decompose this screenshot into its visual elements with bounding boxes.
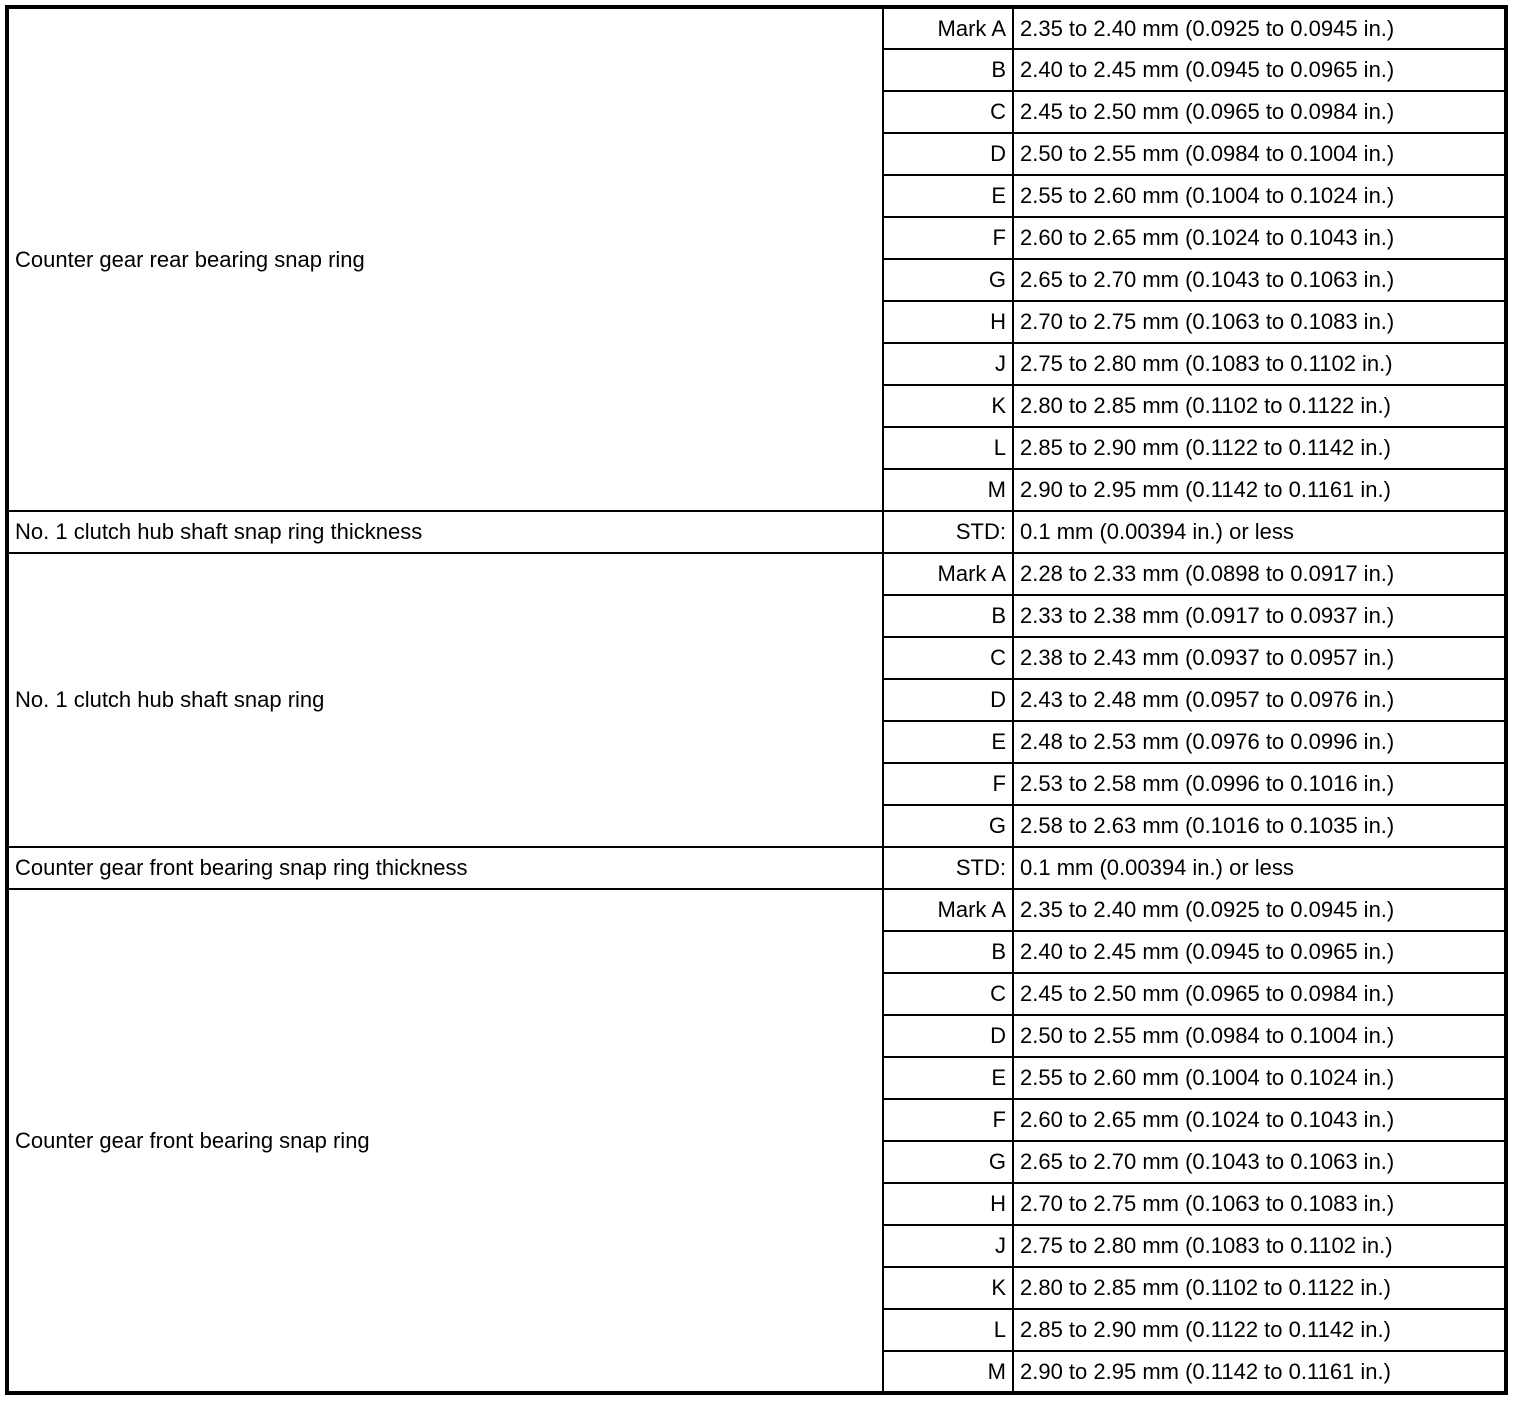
item-name-cell: Counter gear front bearing snap ring thickness xyxy=(7,847,883,889)
value-cell: 2.45 to 2.50 mm (0.0965 to 0.0984 in.) xyxy=(1013,91,1506,133)
value-cell: 2.75 to 2.80 mm (0.1083 to 0.1102 in.) xyxy=(1013,343,1506,385)
value-cell: 0.1 mm (0.00394 in.) or less xyxy=(1013,511,1506,553)
table-row xyxy=(7,847,1506,889)
mark-cell: Mark A xyxy=(883,7,1013,49)
value-cell: 0.1 mm (0.00394 in.) or less xyxy=(1013,847,1506,889)
mark-cell: J xyxy=(883,1225,1013,1267)
mark-cell: H xyxy=(883,301,1013,343)
item-name-cell: Counter gear rear bearing snap ring xyxy=(7,7,883,511)
mark-cell: E xyxy=(883,1057,1013,1099)
value-cell: 2.55 to 2.60 mm (0.1004 to 0.1024 in.) xyxy=(1013,175,1506,217)
value-cell: 2.50 to 2.55 mm (0.0984 to 0.1004 in.) xyxy=(1013,1015,1506,1057)
mark-cell: STD: xyxy=(883,511,1013,553)
value-cell: 2.50 to 2.55 mm (0.0984 to 0.1004 in.) xyxy=(1013,133,1506,175)
value-cell: 2.55 to 2.60 mm (0.1004 to 0.1024 in.) xyxy=(1013,1057,1506,1099)
mark-cell: G xyxy=(883,259,1013,301)
value-cell: 2.38 to 2.43 mm (0.0937 to 0.0957 in.) xyxy=(1013,637,1506,679)
table-row xyxy=(7,511,1506,553)
value-cell: 2.85 to 2.90 mm (0.1122 to 0.1142 in.) xyxy=(1013,427,1506,469)
value-cell: 2.28 to 2.33 mm (0.0898 to 0.0917 in.) xyxy=(1013,553,1506,595)
table-row xyxy=(7,889,1506,931)
value-cell: 2.35 to 2.40 mm (0.0925 to 0.0945 in.) xyxy=(1013,7,1506,49)
value-cell: 2.90 to 2.95 mm (0.1142 to 0.1161 in.) xyxy=(1013,469,1506,511)
mark-cell: F xyxy=(883,217,1013,259)
value-cell: 2.58 to 2.63 mm (0.1016 to 0.1035 in.) xyxy=(1013,805,1506,847)
mark-cell: M xyxy=(883,469,1013,511)
mark-cell: F xyxy=(883,763,1013,805)
value-cell: 2.70 to 2.75 mm (0.1063 to 0.1083 in.) xyxy=(1013,1183,1506,1225)
value-cell: 2.70 to 2.75 mm (0.1063 to 0.1083 in.) xyxy=(1013,301,1506,343)
item-name-cell: Counter gear front bearing snap ring xyxy=(7,889,883,1393)
item-name-cell: No. 1 clutch hub shaft snap ring xyxy=(7,553,883,847)
value-cell: 2.60 to 2.65 mm (0.1024 to 0.1043 in.) xyxy=(1013,217,1506,259)
value-cell: 2.80 to 2.85 mm (0.1102 to 0.1122 in.) xyxy=(1013,1267,1506,1309)
value-cell: 2.33 to 2.38 mm (0.0917 to 0.0937 in.) xyxy=(1013,595,1506,637)
value-cell: 2.80 to 2.85 mm (0.1102 to 0.1122 in.) xyxy=(1013,385,1506,427)
mark-cell: L xyxy=(883,427,1013,469)
mark-cell: Mark A xyxy=(883,553,1013,595)
mark-cell: G xyxy=(883,1141,1013,1183)
mark-cell: K xyxy=(883,1267,1013,1309)
mark-cell: L xyxy=(883,1309,1013,1351)
value-cell: 2.65 to 2.70 mm (0.1043 to 0.1063 in.) xyxy=(1013,259,1506,301)
mark-cell: J xyxy=(883,343,1013,385)
value-cell: 2.35 to 2.40 mm (0.0925 to 0.0945 in.) xyxy=(1013,889,1506,931)
mark-cell: D xyxy=(883,1015,1013,1057)
value-cell: 2.85 to 2.90 mm (0.1122 to 0.1142 in.) xyxy=(1013,1309,1506,1351)
table-row xyxy=(7,553,1506,595)
mark-cell: K xyxy=(883,385,1013,427)
value-cell: 2.65 to 2.70 mm (0.1043 to 0.1063 in.) xyxy=(1013,1141,1506,1183)
mark-cell: E xyxy=(883,175,1013,217)
mark-cell: G xyxy=(883,805,1013,847)
mark-cell: B xyxy=(883,49,1013,91)
value-cell: 2.40 to 2.45 mm (0.0945 to 0.0965 in.) xyxy=(1013,931,1506,973)
mark-cell: H xyxy=(883,1183,1013,1225)
value-cell: 2.53 to 2.58 mm (0.0996 to 0.1016 in.) xyxy=(1013,763,1506,805)
mark-cell: STD: xyxy=(883,847,1013,889)
value-cell: 2.43 to 2.48 mm (0.0957 to 0.0976 in.) xyxy=(1013,679,1506,721)
value-cell: 2.40 to 2.45 mm (0.0945 to 0.0965 in.) xyxy=(1013,49,1506,91)
value-cell: 2.48 to 2.53 mm (0.0976 to 0.0996 in.) xyxy=(1013,721,1506,763)
mark-cell: C xyxy=(883,91,1013,133)
value-cell: 2.45 to 2.50 mm (0.0965 to 0.0984 in.) xyxy=(1013,973,1506,1015)
mark-cell: F xyxy=(883,1099,1013,1141)
table-row xyxy=(7,7,1506,49)
mark-cell: D xyxy=(883,679,1013,721)
mark-cell: E xyxy=(883,721,1013,763)
spec-table-body xyxy=(7,7,1506,1393)
value-cell: 2.75 to 2.80 mm (0.1083 to 0.1102 in.) xyxy=(1013,1225,1506,1267)
mark-cell: M xyxy=(883,1351,1013,1393)
mark-cell: C xyxy=(883,637,1013,679)
mark-cell: B xyxy=(883,595,1013,637)
item-name-cell: No. 1 clutch hub shaft snap ring thickness xyxy=(7,511,883,553)
value-cell: 2.60 to 2.65 mm (0.1024 to 0.1043 in.) xyxy=(1013,1099,1506,1141)
mark-cell: Mark A xyxy=(883,889,1013,931)
value-cell: 2.90 to 2.95 mm (0.1142 to 0.1161 in.) xyxy=(1013,1351,1506,1393)
mark-cell: D xyxy=(883,133,1013,175)
mark-cell: C xyxy=(883,973,1013,1015)
snap-ring-spec-table xyxy=(5,5,1508,1395)
mark-cell: B xyxy=(883,931,1013,973)
